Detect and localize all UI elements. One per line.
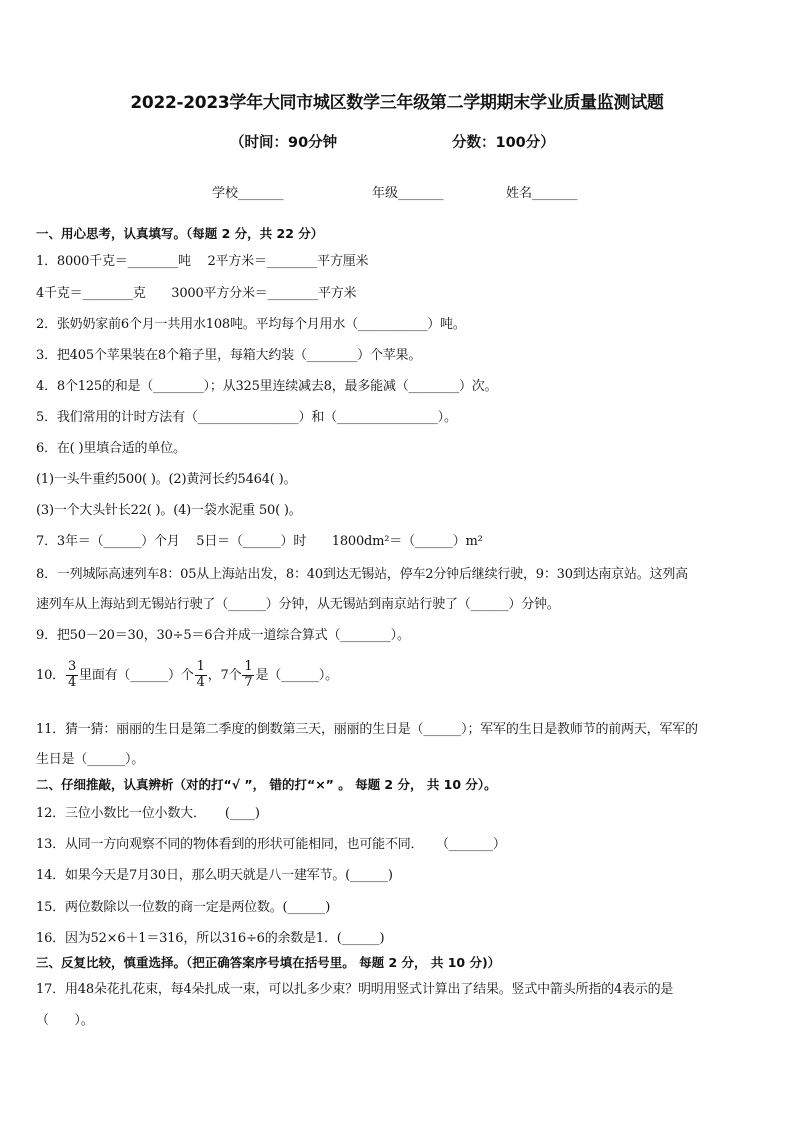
question-15: 15．两位数除以一位数的商一定是两位数。(______)	[36, 900, 331, 915]
question-17-line-2: （ ）。	[36, 1013, 94, 1028]
question-5: 5．我们常用的计时方法有（________________）和（________________）。	[36, 410, 457, 425]
question-10-text-3: 是（______）。	[255, 667, 338, 683]
question-8-line-1: 8．一列城际高速列车8：05从上海站出发，8：40到达无锡站，停车2分钟后继续行驶，9：30到达南京站。这列高	[36, 567, 688, 582]
exam-time: （时间：90分钟	[230, 135, 338, 151]
fraction-numerator: 1	[196, 659, 205, 674]
section-heading-2: 二、仔细推敲，认真辨析（对的打“√ ”， 错的打“×” 。 每题 2 分， 共 10 分）。	[36, 777, 497, 792]
question-6: 6．在( )里填合适的单位。	[36, 441, 186, 456]
name-field: 姓名_______	[506, 186, 578, 201]
question-3: 3．把405个苹果装在8个箱子里，每箱大约装（________）个苹果。	[36, 348, 422, 363]
question-11-line-1: 11．猜一猜：丽丽的生日是第二季度的倒数第三天，丽丽的生日是（______）；军军的生日是教师节的前两天，军军的	[36, 722, 698, 737]
fraction-numerator: 3	[67, 659, 77, 674]
section-heading-1: 一、用心思考，认真填写。（每题 2 分，共 22 分）	[36, 226, 324, 241]
question-16: 16．因为52×6＋1＝316，所以316÷6的余数是1．(______)	[36, 931, 385, 946]
question-14: 14．如果今天是7月30日，那么明天就是八一建军节。(______)	[36, 868, 393, 883]
fraction-one-quarter	[195, 660, 207, 691]
question-10	[36, 660, 338, 691]
question-1-line-1: 1．8000千克＝________吨 2平方米＝________平方厘米	[36, 254, 369, 269]
question-7: 7．3年＝（______）个月 5日＝（______）时 1800dm²＝（______）m²	[36, 534, 483, 549]
page-title: 2022-2023学年大同市城区数学三年级第二学期期末学业质量监测试题	[130, 93, 664, 113]
fraction-three-quarters	[66, 660, 78, 691]
question-17-line-1: 17．用48朵花扎花束，每4朵扎成一束，可以扎多少束？明明用竖式计算出了结果。竖式中箭头所指的4表示的是	[36, 982, 674, 997]
question-4: 4．8个125的和是（________）；从325里连续减去8，最多能减（________）次。	[36, 379, 498, 394]
fraction-denominator: 4	[67, 674, 77, 690]
question-9: 9．把50－20＝30，30÷5＝6合并成一道综合算式（________）。	[36, 628, 410, 643]
fraction-denominator: 4	[196, 674, 205, 690]
question-10-text-1: 里面有（______）个	[79, 667, 194, 683]
question-1-line-2: 4千克＝________克 3000平方分米＝________平方米	[36, 286, 357, 301]
school-field: 学校_______	[212, 186, 284, 201]
fraction-one-seventh	[242, 660, 254, 691]
question-13: 13．从同一方向观察不同的物体看到的形状可能相同，也可能不同． （_______）	[36, 837, 506, 852]
question-10-number: 10．	[36, 667, 65, 683]
grade-field: 年级_______	[372, 186, 444, 201]
fraction-denominator: 7	[244, 674, 253, 690]
question-6-part-a: (1)一头牛重约500( )。(2)黄河长约5464( )。	[36, 472, 297, 487]
question-10-text-2: ，7个	[207, 667, 242, 683]
question-8-line-2: 速列车从上海站到无锡站行驶了（______）分钟，从无锡站到南京站行驶了（______）分钟。	[36, 597, 560, 612]
question-11-line-2: 生日是（______）。	[36, 752, 145, 767]
fraction-numerator: 1	[244, 659, 253, 674]
question-2: 2．张奶奶家前6个月一共用水108吨。平均每个月用水（___________）吨。	[36, 317, 466, 332]
question-12: 12．三位小数比一位小数大． (____)	[36, 806, 260, 821]
question-6-part-b: (3)一个大头针长22( )。(4)一袋水泥重 50( )。	[36, 503, 302, 518]
section-heading-3: 三、反复比较，慎重选择。（把正确答案序号填在括号里。 每题 2 分， 共 10 分)）	[36, 955, 501, 970]
exam-score: 分数：100分）	[452, 135, 555, 151]
